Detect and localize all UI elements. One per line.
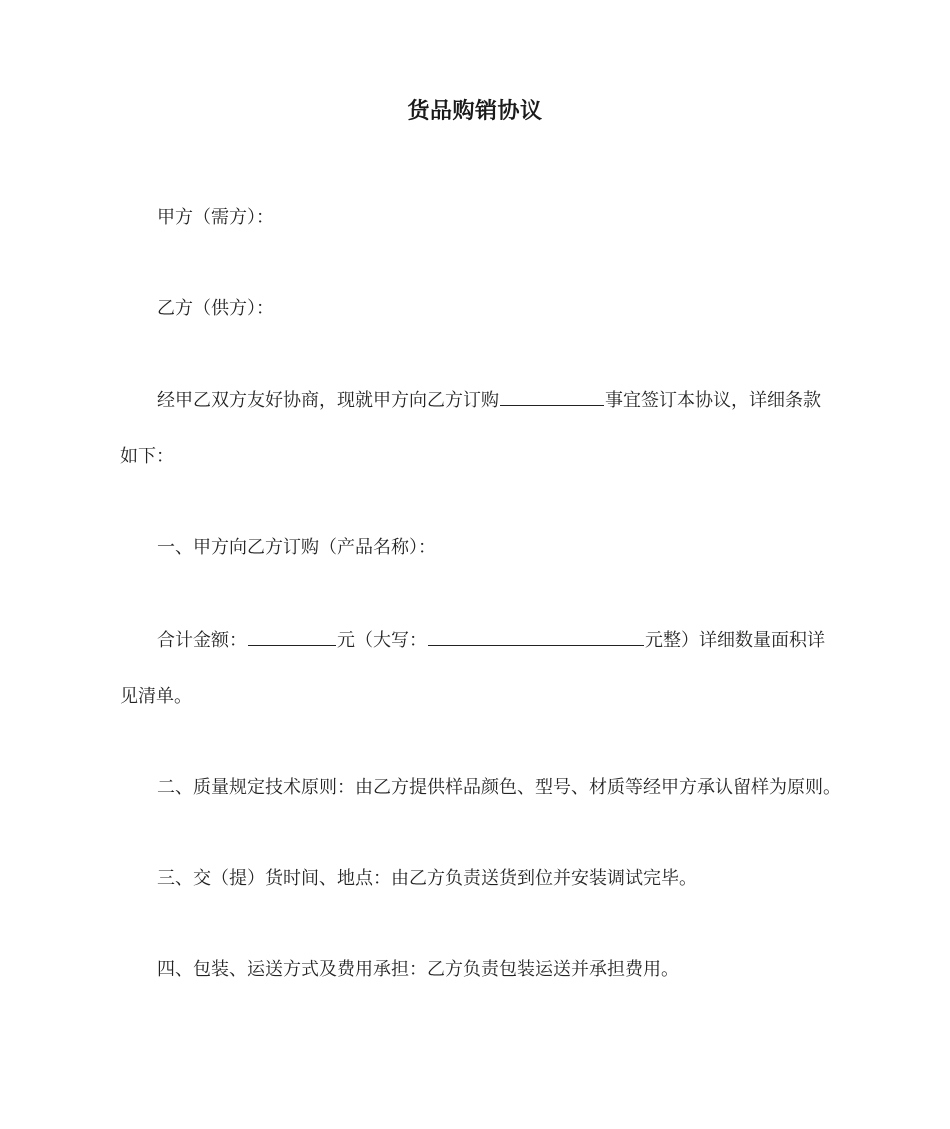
total-label: 合计金额： [157, 630, 247, 651]
document-title: 货品购销协议 [407, 99, 543, 124]
amount-blank [248, 627, 336, 646]
clause-4: 四、包装、运送方式及费用承担：乙方负责包装运送并承担费用。 [157, 959, 679, 980]
clause-2: 二、质量规定技术原则：由乙方提供样品颜色、型号、材质等经甲方承认留样为原则。 [157, 777, 841, 798]
total-continuation: 见清单。 [120, 686, 192, 707]
intro-continuation: 如下： [120, 446, 174, 467]
clause-1: 一、甲方向乙方订购（产品名称）： [157, 537, 436, 558]
intro-text-after: 事宜签订本协议，详细条款 [605, 390, 821, 411]
amount-uppercase-blank [428, 627, 644, 646]
party-a-line: 甲方（需方）： [157, 207, 274, 228]
total-line [157, 627, 825, 654]
party-b-line: 乙方（供方）： [157, 298, 274, 319]
clause-3: 三、交（提）货时间、地点：由乙方负责送货到位并安装调试完毕。 [157, 868, 697, 889]
intro-text-before: 经甲乙双方友好协商，现就甲方向乙方订购 [157, 390, 499, 411]
total-unit: 元（大写： [337, 630, 427, 651]
total-after: 元整）详细数量面积详 [645, 630, 825, 651]
goods-blank [500, 387, 604, 406]
intro-line [157, 387, 821, 414]
